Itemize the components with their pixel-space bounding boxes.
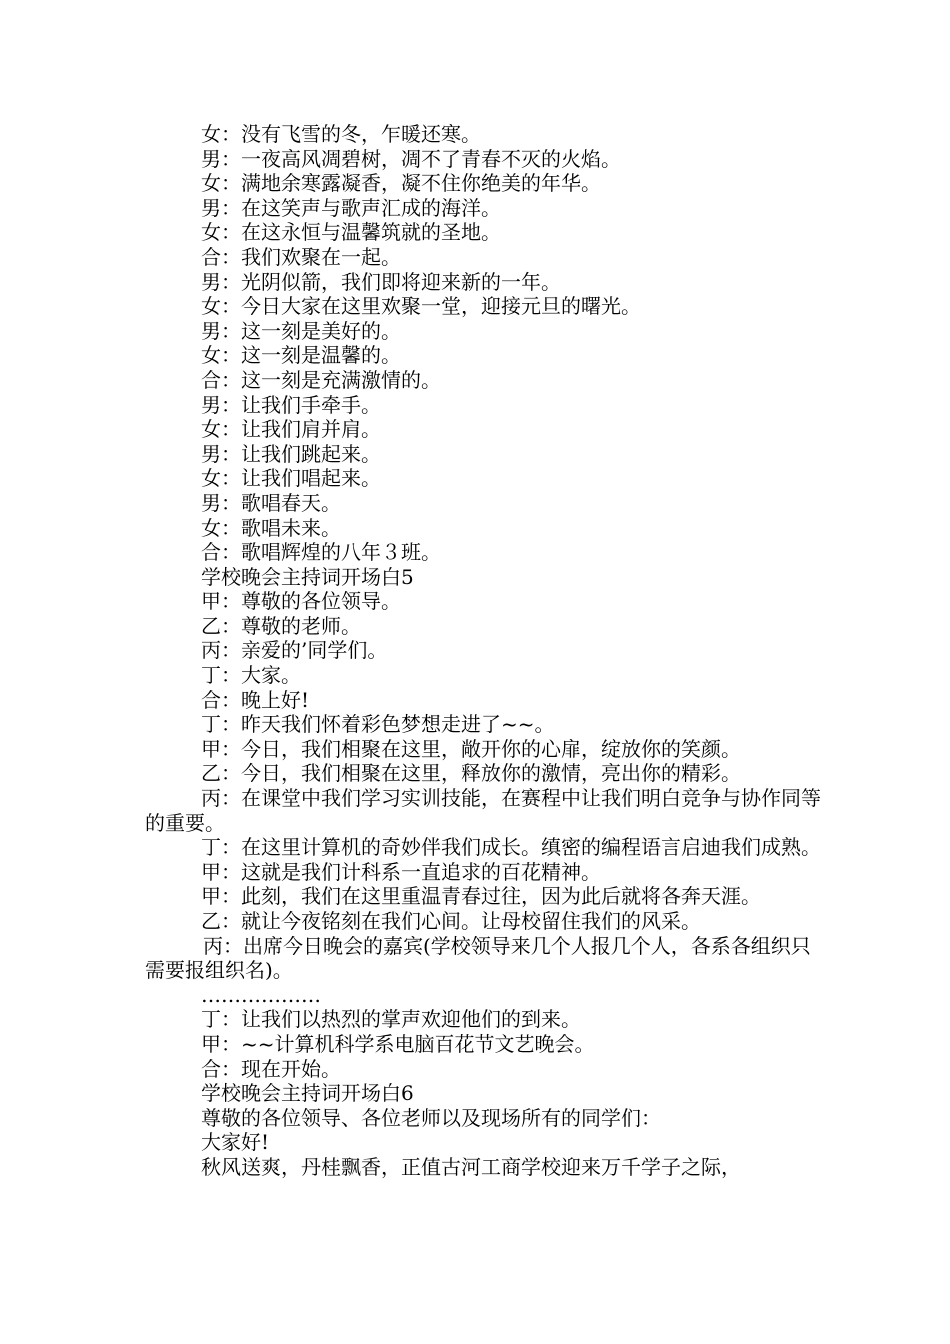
paragraph: 甲：今日，我们相聚在这里，敞开你的心扉，绽放你的笑颜。: [201, 736, 741, 761]
paragraph: 乙：今日，我们相聚在这里，释放你的激情，亮出你的精彩。: [201, 761, 741, 786]
paragraph: 丁：大家。: [201, 663, 301, 688]
paragraph: 甲：~~计算机科学系电脑百花节文艺晚会。: [201, 1031, 595, 1056]
paragraph: 乙：尊敬的老师。: [201, 613, 361, 638]
paragraph: 丁：在这里计算机的奇妙伴我们成长。缜密的编程语言启迪我们成熟。: [201, 835, 821, 860]
paragraph: 合：歌唱辉煌的八年３班。: [201, 540, 441, 565]
paragraph: 丁：昨天我们怀着彩色梦想走进了~~。: [201, 712, 555, 737]
paragraph: 甲：这就是我们计科系一直追求的百花精神。: [201, 859, 601, 884]
paragraph: 男：让我们跳起来。: [201, 441, 381, 466]
paragraph: 丙：亲爱的’同学们。: [201, 638, 388, 663]
paragraph: 乙：就让今夜铭刻在我们心间。让母校留住我们的风采。: [201, 909, 701, 933]
paragraph: 女：让我们唱起来。: [201, 466, 381, 491]
paragraph: 合：我们欢聚在一起。: [201, 244, 401, 269]
paragraph: 女：没有飞雪的冬，乍暖还寒。: [201, 122, 481, 146]
paragraph: 男：在这笑声与歌声汇成的海洋。: [201, 195, 501, 220]
paragraph: 秋风送爽，丹桂飘香，正值古河工商学校迎来万千学子之际，: [201, 1154, 741, 1179]
paragraph: 男：这一刻是美好的。: [201, 318, 401, 343]
section-heading: 学校晚会主持词开场白5: [201, 564, 414, 589]
paragraph: 女：让我们肩并肩。: [201, 417, 381, 442]
paragraph: 女：歌唱未来。: [201, 515, 341, 540]
paragraph: 男：光阴似箭，我们即将迎来新的一年。: [201, 269, 561, 294]
paragraph: 女：今日大家在这里欢聚一堂，迎接元旦的曙光。: [201, 294, 641, 319]
paragraph: 男：一夜高风凋碧树，凋不了青春不灭的火焰。: [201, 146, 621, 171]
paragraph: 合：现在开始。: [201, 1056, 341, 1081]
ellipsis-line: ………………: [201, 982, 321, 1007]
paragraph: 合：这一刻是充满激情的。: [201, 367, 441, 392]
paragraph: 女：这一刻是温馨的。: [201, 343, 401, 368]
paragraph: 甲：尊敬的各位领导。: [201, 589, 401, 614]
paragraph: 女：在这永恒与温馨筑就的圣地。: [201, 220, 501, 245]
paragraph: 丙：出席今日晚会的嘉宾(学校领导来几个人报几个人，各系各组织只需要报组织名)。: [145, 933, 811, 983]
paragraph: 女：满地余寒露凝香，凝不住你绝美的年华。: [201, 171, 601, 196]
paragraph: 尊敬的各位领导、各位老师以及现场所有的同学们：: [201, 1105, 661, 1130]
paragraph: 甲：此刻，我们在这里重温青春过往，因为此后就将各奔天涯。: [201, 884, 761, 909]
section-heading: 学校晚会主持词开场白6: [201, 1081, 414, 1106]
paragraph: 合：晚上好!: [201, 687, 310, 712]
paragraph: 男：歌唱春天。: [201, 490, 341, 515]
document-body: [145, 122, 825, 1180]
paragraph: 大家好!: [201, 1130, 270, 1155]
paragraph: 丁：让我们以热烈的掌声欢迎他们的到来。: [201, 1007, 581, 1032]
paragraph: 丙：在课堂中我们学习实训技能，在赛程中让我们明白竞争与协作同等的重要。: [145, 786, 821, 835]
paragraph: 男：让我们手牵手。: [201, 392, 381, 417]
